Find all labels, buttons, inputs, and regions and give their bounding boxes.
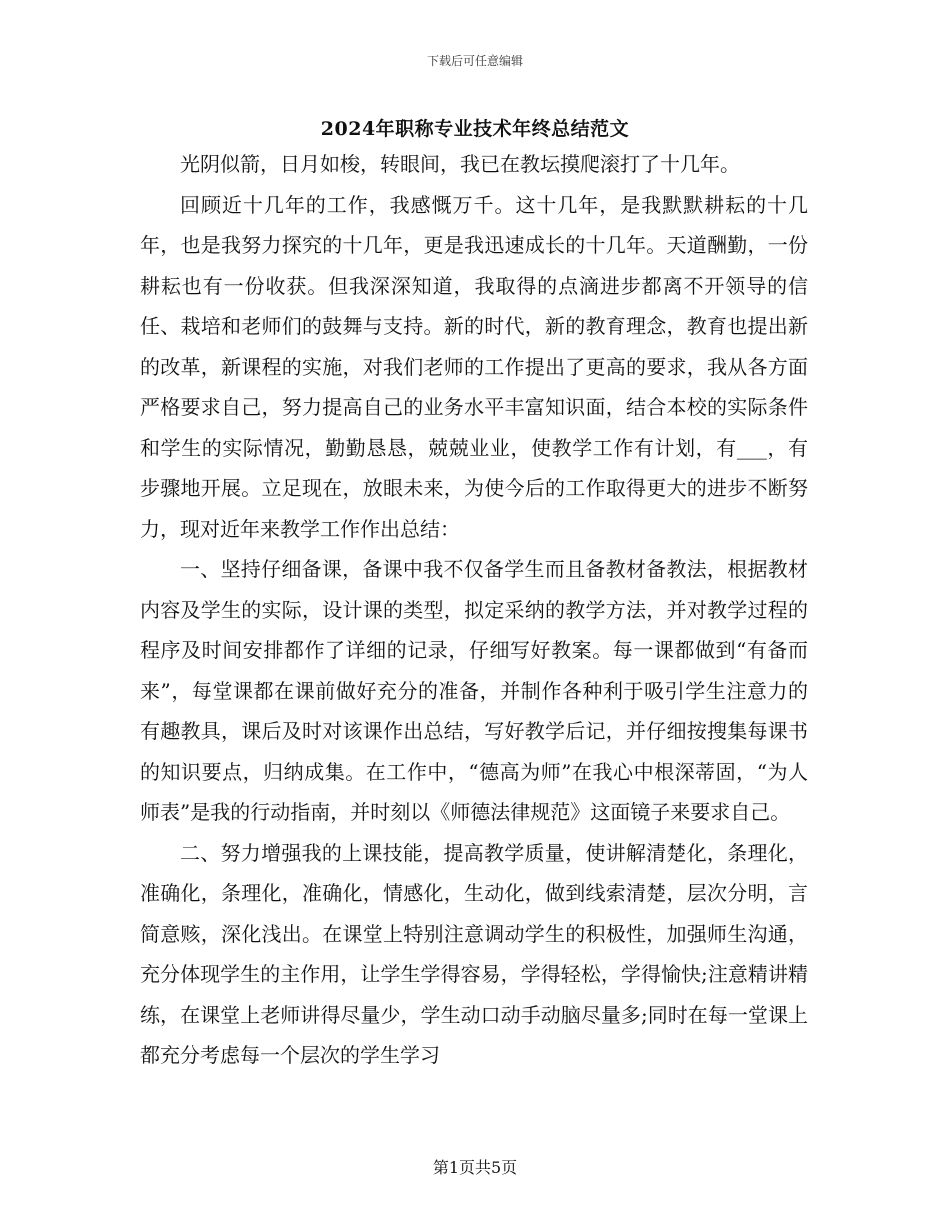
header-note: 下载后可任意编辑 — [426, 54, 523, 68]
paragraph-review: 回顾近十几年的工作，我感慨万千。这十几年，是我默默耕耘的十几年，也是我努力探究的十几年，更是我迅速成长的十几年。天道酬勤，一份耕耘也有一份收获。但我深深知道，我取得的点滴进步都离不开领导的信任、栽培和老师们的鼓舞与支持。新的时代，新的教育理念，教育也提出新的改革，新课程的实施，对我们老师的工作提出了更高的要求，我从各方面严格要求自己，努力提高自己的业务水平丰富知识面，结合本校的实际条件和学生的实际情况，勤勤恳恳，兢兢业业，使教学工作有计划，有___，有步骤地开展。立足现在，放眼未来，为使今后的工作取得更大的进步不断努力，现对近年来教学工作作出总结： — [140, 192, 808, 541]
paragraph-section-one: 一、坚持仔细备课，备课中我不仅备学生而且备教材备教法，根据教材内容及学生的实际，设计课的类型，拟定采纳的教学方法，并对教学过程的程序及时间安排都作了详细的记录，仔细写好教案。每一课都做到“有备而来”，每堂课都在课前做好充分的准备，并制作各种利于吸引学生注意力的有趣教具，课后及时对该课作出总结，写好教学后记，并仔细按搜集每课书的知识要点，归纳成集。在工作中，“德高为师”在我心中根深蒂固，“为人师表”是我的行动指南，并时刻以《师德法律规范》这面镜子来要求自己。 — [140, 557, 808, 824]
document-body — [140, 144, 808, 1076]
paragraph-section-two: 二、努力增强我的上课技能，提高教学质量，使讲解清楚化，条理化，准确化，条理化，准确化，情感化，生动化，做到线索清楚，层次分明，言简意赅，深化浅出。在课堂上特别注意调动学生的积极性，加强师生沟通，充分体现学生的主作用，让学生学得容易，学得轻松，学得愉快;注意精讲精练，在课堂上老师讲得尽量少，学生动口动手动脑尽量多;同时在每一堂课上都充分考虑每一个层次的学生学习 — [140, 840, 808, 1067]
paragraph-intro: 光阴似箭，日月如梭，转眼间，我已在教坛摸爬滚打了十几年。 — [180, 152, 740, 176]
document-title: 2024年职称专业技术年终总结范文 — [320, 118, 630, 140]
page-number: 第1页共5页 — [432, 1158, 518, 1177]
